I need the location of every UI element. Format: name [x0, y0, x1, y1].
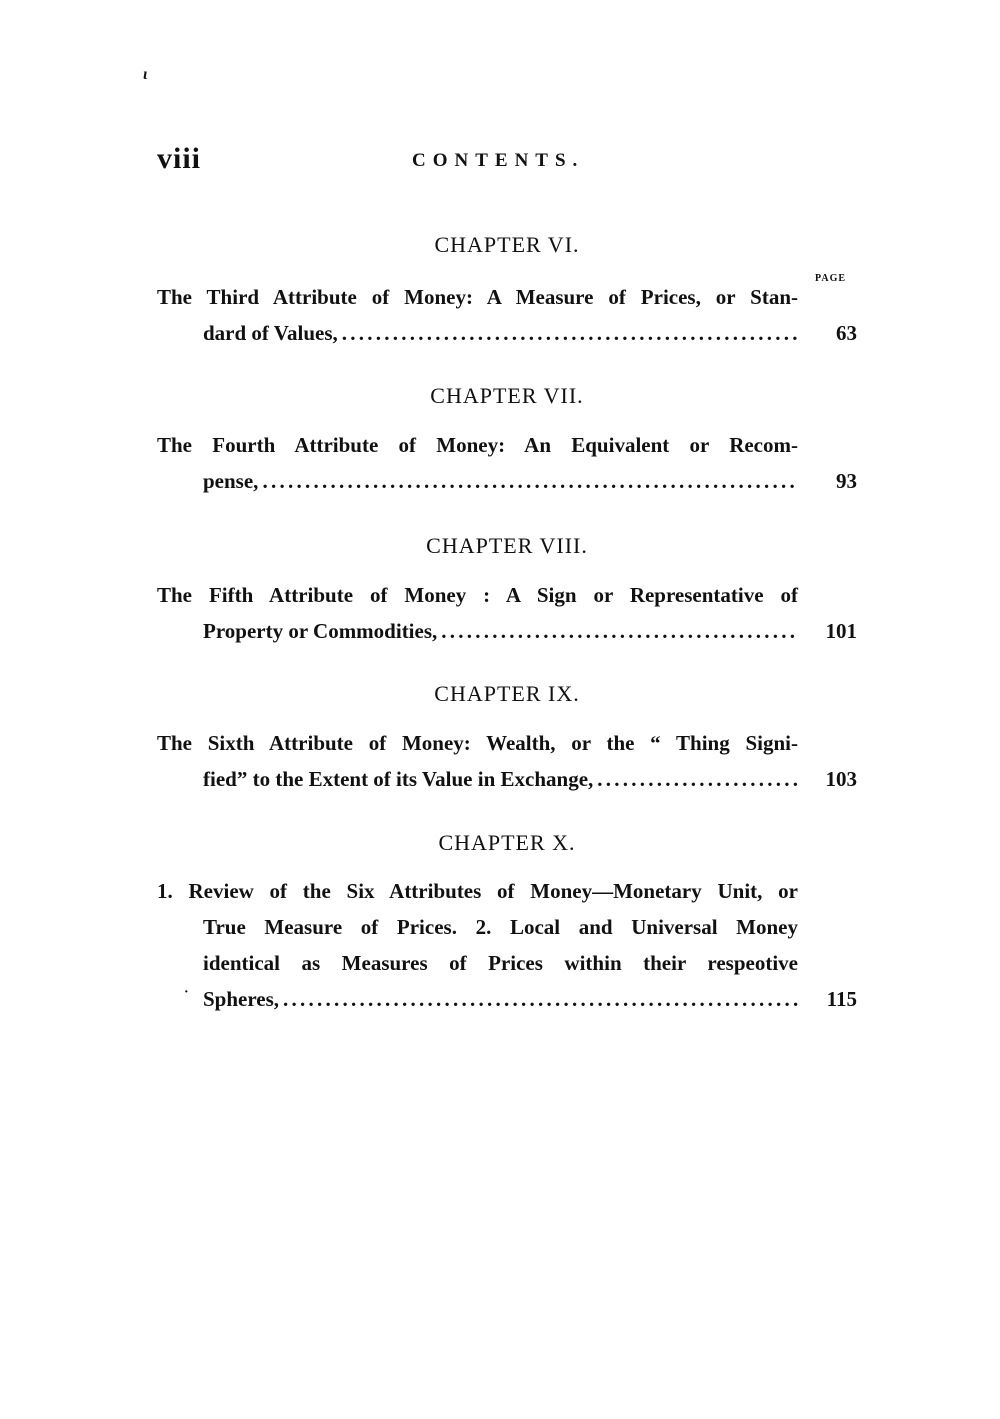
chapter-heading: CHAPTER X.: [438, 830, 576, 855]
running-title: CONTENTS.: [412, 150, 585, 171]
entry-page-number: 103: [825, 767, 857, 791]
stray-ink-mark: ɩ: [143, 66, 148, 83]
entry-line-leader: [203, 617, 799, 645]
stray-ink-dot: ·: [184, 985, 189, 1000]
dot-leader: [597, 765, 799, 793]
entry-line: fied” to the Extent of its Value in Exchange,: [203, 767, 594, 791]
entry-page-number: 101: [825, 619, 857, 643]
entry-line-leader: [203, 985, 799, 1013]
chapter-heading: CHAPTER VI.: [434, 232, 580, 257]
entry-line-leader: [203, 765, 799, 793]
chapter-heading: CHAPTER VII.: [430, 383, 584, 408]
entry-line: Spheres,: [203, 987, 280, 1011]
entry-line: dard of Values,: [203, 321, 338, 345]
entry-page-number: 115: [826, 987, 857, 1011]
entry-line: The Third Attribute of Money: A Measure of Prices, or Stan-: [157, 285, 798, 309]
entry-page-number: 63: [836, 321, 857, 345]
dot-leader: [441, 617, 799, 645]
entry-line: 1. Review of the Six Attributes of Money—Monetary Unit, or: [157, 879, 798, 903]
entry-line: pense,: [203, 469, 259, 493]
entry-line: The Sixth Attribute of Money: Wealth, or the “ Thing Signi-: [157, 731, 798, 755]
page-column-label: PAGE: [815, 273, 847, 284]
dot-leader: [283, 985, 799, 1013]
entry-line: The Fourth Attribute of Money: An Equivalent or Recom-: [157, 433, 798, 457]
chapter-heading: CHAPTER VIII.: [426, 533, 588, 558]
entry-line: Property or Commodities,: [203, 619, 438, 643]
entry-line: identical as Measures of Prices within their respeotive: [203, 951, 798, 975]
entry-line-leader: [203, 319, 799, 347]
entry-page-number: 93: [836, 469, 857, 493]
entry-line: The Fifth Attribute of Money : A Sign or Representative of: [157, 583, 798, 607]
dot-leader: [262, 467, 799, 495]
dot-leader: [342, 319, 799, 347]
chapter-heading: CHAPTER IX.: [434, 681, 580, 706]
page-number: viii: [157, 142, 202, 175]
entry-line: True Measure of Prices. 2. Local and Universal Money: [203, 915, 798, 939]
entry-line-leader: [203, 467, 799, 495]
